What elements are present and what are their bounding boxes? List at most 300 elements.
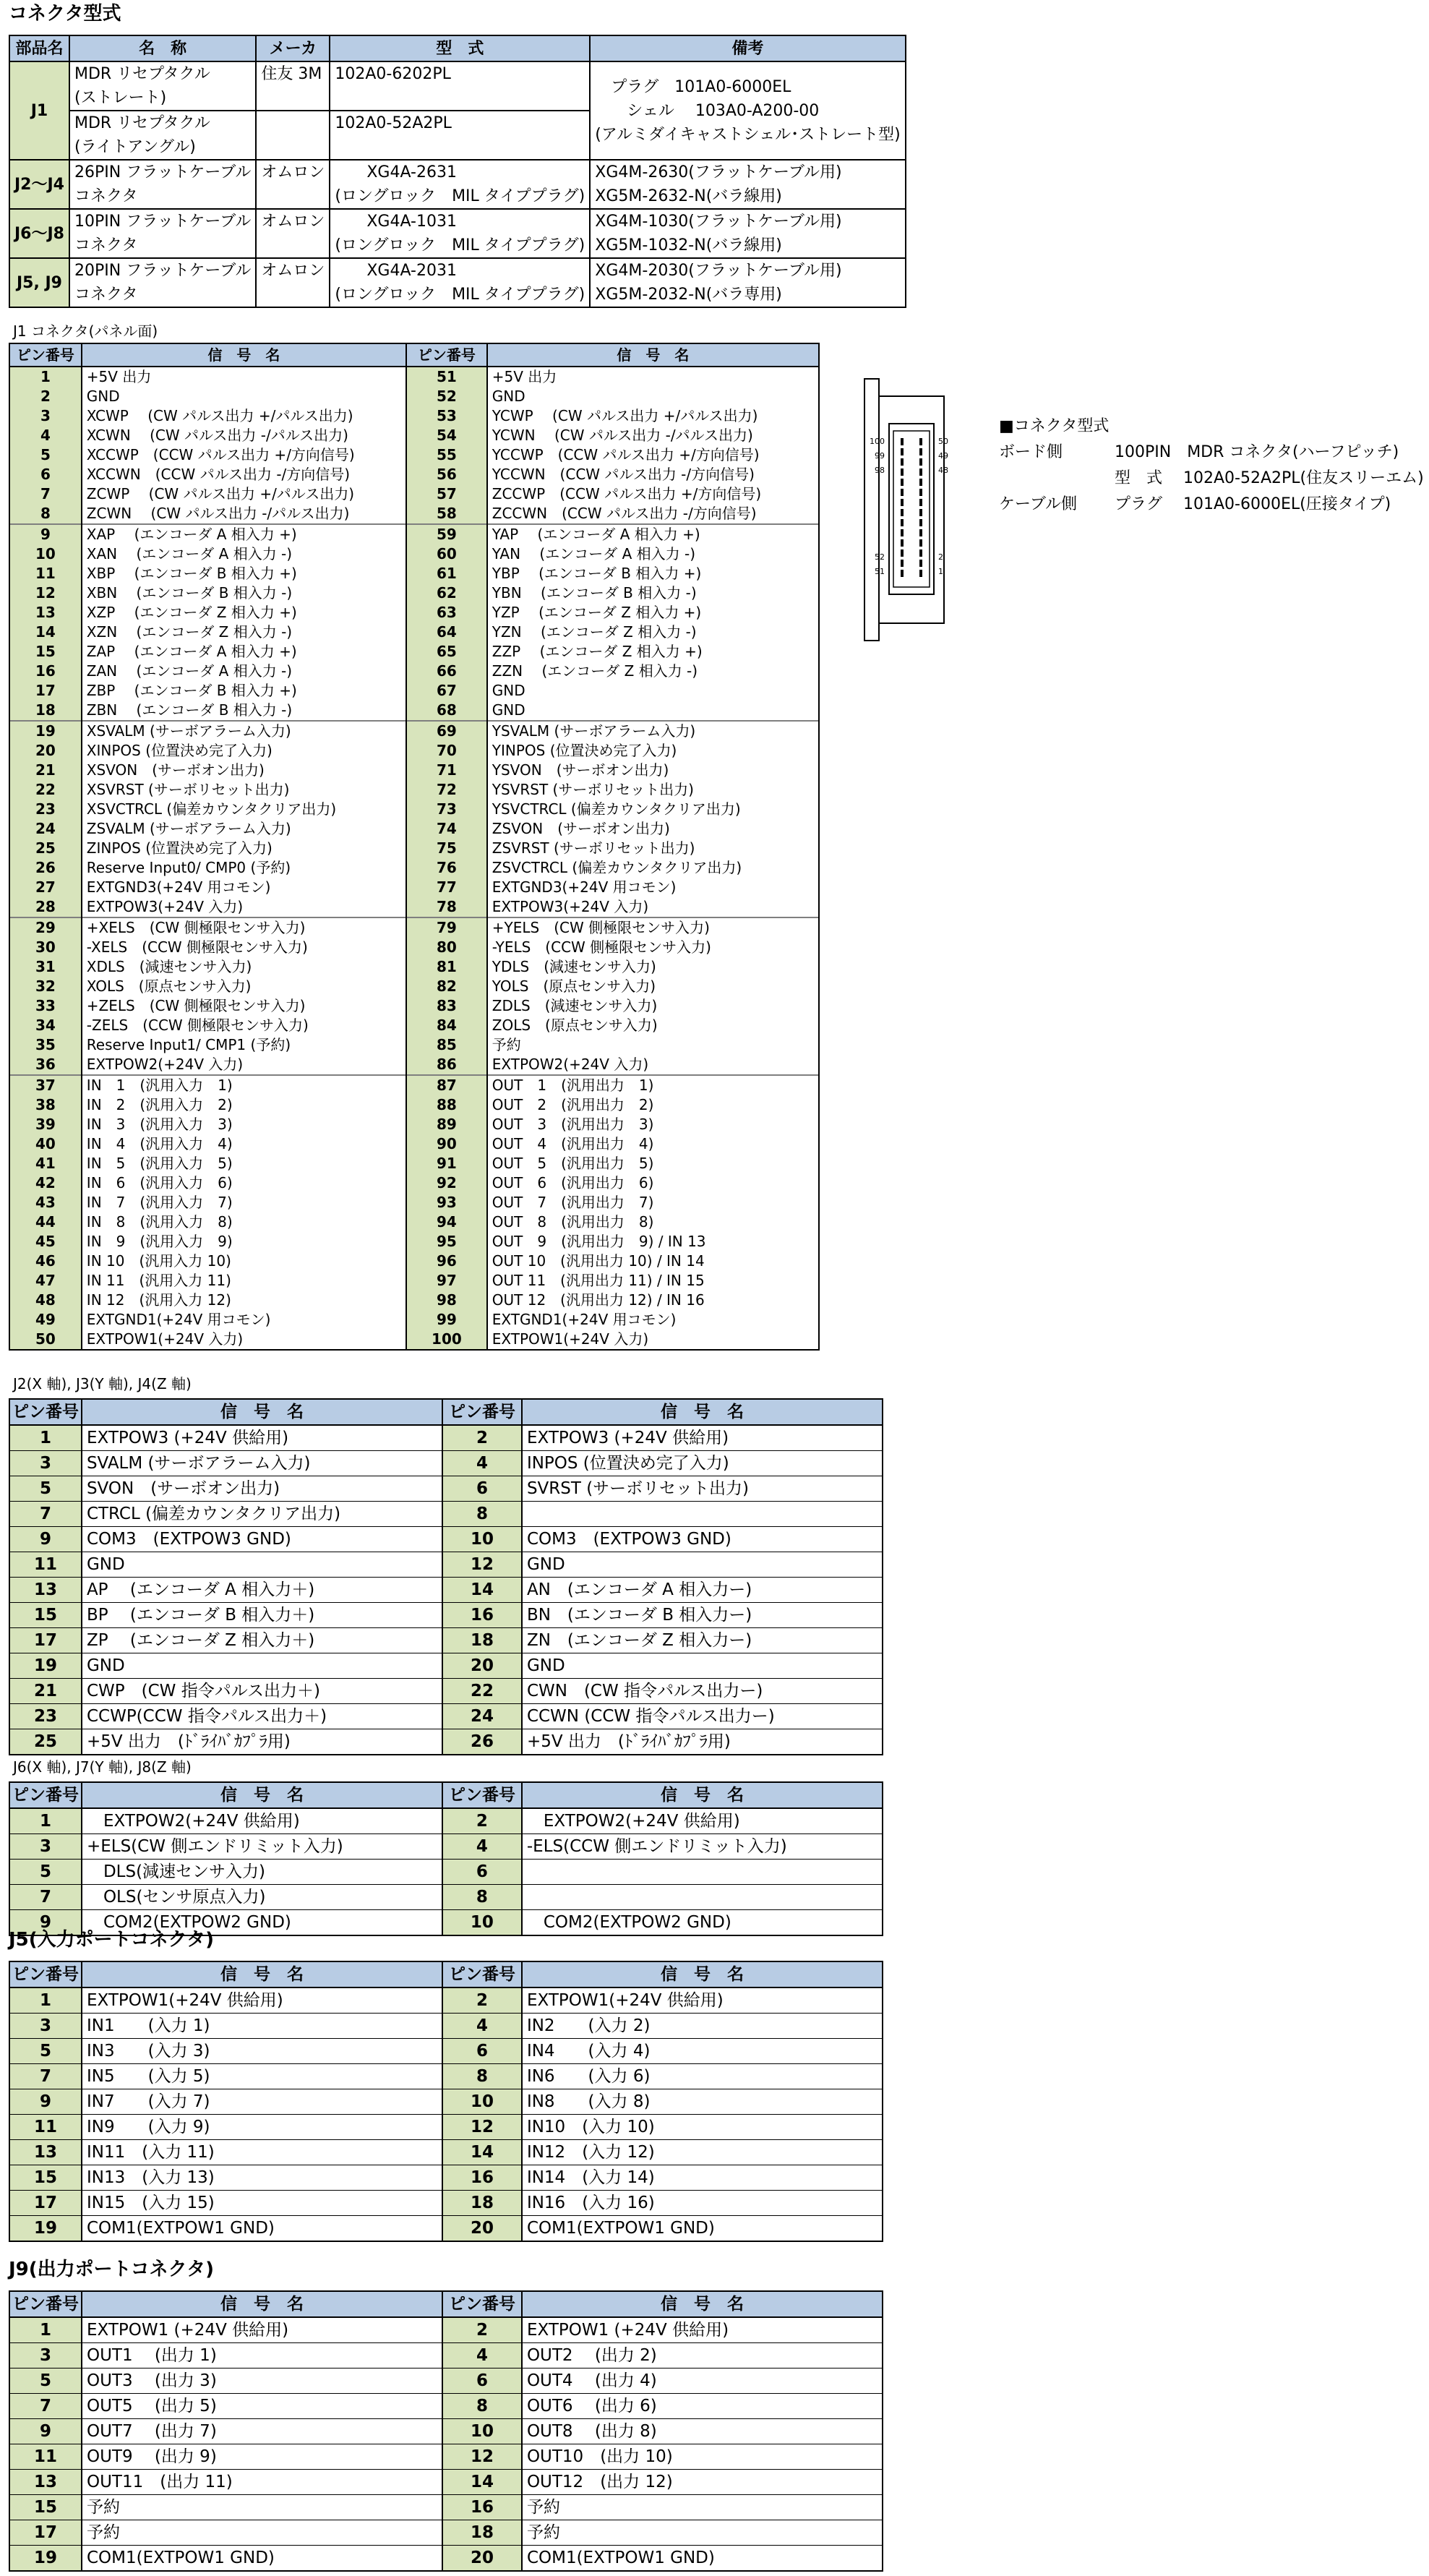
pin-number: 63 — [406, 603, 487, 622]
pin-row — [9, 2039, 883, 2064]
pin-number: 70 — [406, 741, 487, 761]
signal-name: OUT3 (出力 3) — [82, 2369, 442, 2394]
pin-row — [9, 2115, 883, 2140]
j5-title: J5(入力ポートコネクタ) — [9, 1929, 214, 1951]
connector-info-heading: ■コネクタ型式 — [999, 417, 1110, 435]
j9-pin-table — [9, 2290, 883, 2572]
pin-row — [9, 977, 819, 996]
signal-name: YAN (エンコーダ A 相入力 -) — [487, 544, 819, 564]
pin-row — [9, 2140, 883, 2165]
pin-number: 5 — [9, 1860, 82, 1885]
pin-label-48: 48 — [938, 466, 948, 475]
j9-header-row — [9, 2291, 883, 2317]
pin-row — [9, 938, 819, 957]
pin-number: 88 — [406, 1095, 487, 1115]
pin-number: 4 — [442, 2014, 522, 2039]
signal-name: OUT4 (出力 4) — [522, 2369, 883, 2394]
pin-number: 22 — [442, 1679, 522, 1704]
pin-number: 4 — [442, 1834, 522, 1860]
pin-number: 32 — [9, 977, 82, 996]
pin-row — [9, 1885, 883, 1910]
signal-name: ZAP (エンコーダ A 相入力 +) — [82, 642, 406, 662]
signal-name: COM1(EXTPOW1 GND) — [522, 2546, 883, 2572]
signal-name: OUT8 (出力 8) — [522, 2419, 883, 2444]
pin-number: 81 — [406, 957, 487, 977]
pin-row — [9, 2495, 883, 2520]
pin-number: 55 — [406, 445, 487, 465]
pin-number: 19 — [9, 2216, 82, 2242]
signal-name: ZP (エンコーダ Z 相入力＋) — [82, 1628, 442, 1653]
pin-row — [9, 2369, 883, 2394]
pin-row — [9, 622, 819, 642]
pin-number: 60 — [406, 544, 487, 564]
pin-number: 3 — [9, 1451, 82, 1476]
pin-number: 27 — [9, 878, 82, 897]
signal-name: ZBP (エンコーダ B 相入力 +) — [82, 681, 406, 701]
pin-number: 13 — [9, 2140, 82, 2165]
signal-name: OUT 9 (汎用出力 9) / IN 13 — [487, 1232, 819, 1251]
signal-name: IN16 (入力 16) — [522, 2191, 883, 2216]
pin-number: 61 — [406, 564, 487, 583]
pin-number: 21 — [9, 761, 82, 780]
pin-row — [9, 1330, 819, 1350]
cable-side-value: プラグ 101A0-6000EL(圧接タイプ) — [1115, 495, 1391, 513]
header-part: 部品名 — [9, 35, 69, 61]
signal-name: YOLS (原点センサ入力) — [487, 977, 819, 996]
signal-name: ZAN (エンコーダ A 相入力 -) — [82, 662, 406, 681]
signal-name: XCWN (CW パルス出力 -/パルス出力) — [82, 426, 406, 445]
pin-row — [9, 761, 819, 780]
j5-name: 20PIN フラットケーブル コネクタ — [69, 258, 256, 307]
signal-name: GND — [82, 387, 406, 406]
part-j5-j9: J5, J9 — [9, 258, 69, 307]
signal-name: EXTPOW1(+24V 供給用) — [82, 1987, 442, 2014]
pin-label-52: 52 — [875, 552, 885, 562]
signal-name: YSVRST (サーボリセット出力) — [487, 780, 819, 800]
signal-name: OUT 4 (汎用出力 4) — [487, 1134, 819, 1154]
pin-row — [9, 544, 819, 564]
pin-row — [9, 564, 819, 583]
signal-name: ZSVCTRCL (偏差カウンタクリア出力) — [487, 858, 819, 878]
pin-number: 2 — [9, 387, 82, 406]
signal-name: IN7 (入力 7) — [82, 2089, 442, 2115]
pin-number: 16 — [9, 662, 82, 681]
pin-row — [9, 1310, 819, 1330]
pin-number: 36 — [9, 1055, 82, 1075]
signal-name: 予約 — [82, 2520, 442, 2546]
pin-number: 23 — [9, 800, 82, 819]
pin-row — [9, 839, 819, 858]
signal-name: OUT12 (出力 12) — [522, 2470, 883, 2495]
pin-number: 6 — [442, 1860, 522, 1885]
j2-pin-table — [9, 1398, 883, 1755]
signal-name: EXTPOW3(+24V 入力) — [487, 897, 819, 917]
pin-number: 47 — [9, 1271, 82, 1291]
pin-row — [9, 1193, 819, 1212]
pin-row — [9, 2470, 883, 2495]
header-remark: 備考 — [590, 35, 905, 61]
pin-row — [9, 701, 819, 721]
pin-row — [9, 1212, 819, 1232]
signal-name: OUT11 (出力 11) — [82, 2470, 442, 2495]
pin-number: 26 — [442, 1729, 522, 1755]
pin-row — [9, 2064, 883, 2089]
cable-side-label: ケーブル側 — [999, 495, 1078, 513]
pin-number: 37 — [9, 1075, 82, 1095]
pin-number: 2 — [442, 1987, 522, 2014]
pin-number: 19 — [9, 721, 82, 741]
pin-number: 89 — [406, 1115, 487, 1134]
j6-remark: XG4M-1030(フラットケーブル用) XG5M-1032-N(バラ線用) — [590, 209, 905, 258]
pin-number: 35 — [9, 1035, 82, 1055]
signal-name: IN5 (入力 5) — [82, 2064, 442, 2089]
pin-number: 2 — [442, 2317, 522, 2343]
j6-header-row — [9, 1782, 883, 1808]
pin-row — [9, 897, 819, 917]
signal-name: +ZELS (CW 側極限センサ入力) — [82, 996, 406, 1016]
pin-number: 3 — [9, 406, 82, 426]
signal-name: IN15 (入力 15) — [82, 2191, 442, 2216]
signal-name: BN (エンコーダ B 相入力ー) — [522, 1603, 883, 1628]
pin-row — [9, 2419, 883, 2444]
pin-number: 3 — [9, 1834, 82, 1860]
j5-type: XG4A-2031 (ロングロック MIL タイププラグ) — [330, 258, 590, 307]
signal-name: IN 8 (汎用入力 8) — [82, 1212, 406, 1232]
connector-flange — [864, 379, 879, 641]
signal-name: AP (エンコーダ A 相入力＋) — [82, 1578, 442, 1603]
pin-row — [9, 800, 819, 819]
pin-row — [9, 1653, 883, 1679]
signal-name: IN 9 (汎用入力 9) — [82, 1232, 406, 1251]
signal-name: XCWP (CW パルス出力 +/パルス出力) — [82, 406, 406, 426]
pin-row — [9, 741, 819, 761]
j5-pin-table — [9, 1961, 883, 2242]
signal-name: OUT 12 (汎用出力 12) / IN 16 — [487, 1291, 819, 1310]
signal-name: IN 7 (汎用入力 7) — [82, 1193, 406, 1212]
signal-name: Reserve Input1/ CMP1 (予約) — [82, 1035, 406, 1055]
signal-name: GND — [487, 681, 819, 701]
pin-number: 44 — [9, 1212, 82, 1232]
pin-row — [9, 996, 819, 1016]
signal-name: 予約 — [522, 2495, 883, 2520]
pin-number: 76 — [406, 858, 487, 878]
pin-number: 95 — [406, 1232, 487, 1251]
signal-name: CTRCL (偏差カウンタクリア出力) — [82, 1502, 442, 1527]
signal-name: YBP (エンコーダ B 相入力 +) — [487, 564, 819, 583]
signal-name: XOLS (原点センサ入力) — [82, 977, 406, 996]
pin-label-51: 51 — [875, 567, 885, 576]
pin-row — [9, 367, 819, 387]
pin-row — [9, 2317, 883, 2343]
pin-number: 15 — [9, 1603, 82, 1628]
board-side-label: ボード側 — [999, 443, 1063, 461]
pin-number: 2 — [442, 1425, 522, 1451]
pin-number: 40 — [9, 1134, 82, 1154]
pin-number: 16 — [442, 2165, 522, 2191]
pin-number: 92 — [406, 1173, 487, 1193]
pin-row — [9, 642, 819, 662]
pin-number: 6 — [442, 1476, 522, 1502]
pin-row — [9, 2216, 883, 2242]
signal-name: COM3 (EXTPOW3 GND) — [522, 1527, 883, 1552]
pin-number-header: ピン番号 — [9, 2291, 82, 2317]
signal-name: YSVALM (サーボアラーム入力) — [487, 721, 819, 741]
pin-number: 5 — [9, 2039, 82, 2064]
pin-number: 98 — [406, 1291, 487, 1310]
pin-number: 58 — [406, 504, 487, 524]
pin-row — [9, 603, 819, 622]
signal-name: ZCCWN (CCW パルス出力 -/方向信号) — [487, 504, 819, 524]
signal-name: OUT 10 (汎用出力 10) / IN 14 — [487, 1251, 819, 1271]
pin-number: 14 — [9, 622, 82, 642]
signal-name: XSVON (サーボオン出力) — [82, 761, 406, 780]
pin-row — [9, 1291, 819, 1310]
pin-row — [9, 445, 819, 465]
pin-number: 13 — [9, 1578, 82, 1603]
signal-name: BP (エンコーダ B 相入力＋) — [82, 1603, 442, 1628]
pin-row — [9, 504, 819, 524]
pin-number: 7 — [9, 484, 82, 504]
board-side-type: 型 式 102A0-52A2PL(住友スリーエム) — [1115, 469, 1424, 487]
signal-name: ZN (エンコーダ Z 相入力ー) — [522, 1628, 883, 1653]
pin-number-header: ピン番号 — [9, 1399, 82, 1425]
header-maker: メーカ — [256, 35, 330, 61]
pin-number: 5 — [9, 2369, 82, 2394]
pin-number: 17 — [9, 681, 82, 701]
pin-number: 73 — [406, 800, 487, 819]
part-row-j6 — [9, 209, 906, 258]
pin-row — [9, 1055, 819, 1075]
pin-number: 53 — [406, 406, 487, 426]
pin-number: 84 — [406, 1016, 487, 1035]
pin-number: 9 — [9, 1527, 82, 1552]
signal-name: ZBN (エンコーダ B 相入力 -) — [82, 701, 406, 721]
pin-number: 1 — [9, 1808, 82, 1834]
signal-name: -YELS (CCW 側極限センサ入力) — [487, 938, 819, 957]
pin-row — [9, 2014, 883, 2039]
signal-name: EXTGND3(+24V 用コモン) — [82, 878, 406, 897]
signal-name: +5V 出力 (ﾄﾞﾗｲﾊﾞｶﾌﾟﾗ用) — [82, 1729, 442, 1755]
signal-name: -ELS(CCW 側エンドリミット入力) — [522, 1834, 883, 1860]
pin-number: 20 — [442, 2216, 522, 2242]
pin-row — [9, 878, 819, 897]
signal-name: CCWN (CCW 指令パルス出力ー) — [522, 1704, 883, 1729]
j2-pin-rows — [9, 1425, 883, 1755]
signal-name: 予約 — [522, 2520, 883, 2546]
pin-label-1: 1 — [938, 567, 943, 576]
signal-name: EXTPOW2(+24V 供給用) — [82, 1808, 442, 1834]
pin-number: 10 — [9, 544, 82, 564]
pin-label-99: 99 — [875, 451, 885, 461]
signal-name: 予約 — [487, 1035, 819, 1055]
signal-name-header: 信 号 名 — [82, 1961, 442, 1987]
pin-number: 9 — [9, 2089, 82, 2115]
signal-name: CWN (CW 指令パルス出力ー) — [522, 1679, 883, 1704]
pin-number: 3 — [9, 2014, 82, 2039]
signal-name: -XELS (CCW 側極限センサ入力) — [82, 938, 406, 957]
signal-name: COM1(EXTPOW1 GND) — [522, 2216, 883, 2242]
signal-name — [522, 1885, 883, 1910]
pin-row — [9, 524, 819, 544]
pin-number: 99 — [406, 1310, 487, 1330]
signal-name: YCWN (CW パルス出力 -/パルス出力) — [487, 426, 819, 445]
signal-name: GND — [487, 387, 819, 406]
pin-label-98: 98 — [875, 466, 885, 475]
pin-label-49: 49 — [938, 451, 948, 461]
pin-number-header: ピン番号 — [9, 343, 82, 367]
j6-caption: J6(X 軸), J7(Y 軸), J8(Z 軸) — [13, 1758, 192, 1776]
pin-row — [9, 1578, 883, 1603]
pin-row — [9, 1271, 819, 1291]
pin-row — [9, 2546, 883, 2572]
signal-name: XBP (エンコーダ B 相入力 +) — [82, 564, 406, 583]
signal-name: 予約 — [82, 2495, 442, 2520]
pin-number: 68 — [406, 701, 487, 721]
pin-number-header: ピン番号 — [442, 1399, 522, 1425]
part-j6-j8: J6～J8 — [9, 209, 69, 258]
signal-name: XCCWN (CCW パルス出力 -/方向信号) — [82, 465, 406, 484]
signal-name: IN8 (入力 8) — [522, 2089, 883, 2115]
pin-number: 26 — [9, 858, 82, 878]
pin-row — [9, 1251, 819, 1271]
signal-name: OUT7 (出力 7) — [82, 2419, 442, 2444]
pin-number: 1 — [9, 2317, 82, 2343]
pin-number: 1 — [9, 1425, 82, 1451]
j9-title: J9(出力ポートコネクタ) — [9, 2259, 214, 2280]
signal-name: EXTPOW1(+24V 入力) — [82, 1330, 406, 1350]
signal-name: COM3 (EXTPOW3 GND) — [82, 1527, 442, 1552]
signal-name: ZSVALM (サーボアラーム入力) — [82, 819, 406, 839]
pin-number: 80 — [406, 938, 487, 957]
signal-name: XSVRST (サーボリセット出力) — [82, 780, 406, 800]
pin-number: 21 — [9, 1679, 82, 1704]
signal-name: OUT1 (出力 1) — [82, 2343, 442, 2369]
header-type: 型 式 — [330, 35, 590, 61]
signal-name: COM2(EXTPOW2 GND) — [82, 1910, 442, 1936]
pin-number: 8 — [442, 2064, 522, 2089]
signal-name: OUT 5 (汎用出力 5) — [487, 1154, 819, 1173]
pin-row — [9, 819, 819, 839]
pin-number: 50 — [9, 1330, 82, 1350]
signal-name-header: 信 号 名 — [82, 2291, 442, 2317]
signal-name: INPOS (位置決め完了入力) — [522, 1451, 883, 1476]
pin-number: 34 — [9, 1016, 82, 1035]
pin-number: 4 — [442, 2343, 522, 2369]
j6-type: XG4A-1031 (ロングロック MIL タイププラグ) — [330, 209, 590, 258]
pin-number: 10 — [442, 2419, 522, 2444]
signal-name: EXTPOW3 (+24V 供給用) — [522, 1425, 883, 1451]
signal-name: +5V 出力 (ﾄﾞﾗｲﾊﾞｶﾌﾟﾗ用) — [522, 1729, 883, 1755]
signal-name: OUT5 (出力 5) — [82, 2394, 442, 2419]
signal-name: YINPOS (位置決め完了入力) — [487, 741, 819, 761]
pin-number: 10 — [442, 2089, 522, 2115]
part-j1: J1 — [9, 61, 69, 160]
signal-name: +YELS (CW 側極限センサ入力) — [487, 917, 819, 938]
pin-number: 11 — [9, 2115, 82, 2140]
pin-number: 11 — [9, 1552, 82, 1578]
pin-number: 45 — [9, 1232, 82, 1251]
pin-number: 12 — [442, 2115, 522, 2140]
signal-name-header: 信 号 名 — [522, 1782, 883, 1808]
pin-number: 97 — [406, 1271, 487, 1291]
pin-number: 8 — [9, 504, 82, 524]
pin-number: 7 — [9, 2064, 82, 2089]
j6-name: 10PIN フラットケーブル コネクタ — [69, 209, 256, 258]
pin-row — [9, 2444, 883, 2470]
j5-remark: XG4M-2030(フラットケーブル用) XG5M-2032-N(バラ専用) — [590, 258, 905, 307]
pin-row — [9, 1095, 819, 1115]
j5-pin-rows — [9, 1987, 883, 2241]
pin-row — [9, 1502, 883, 1527]
pin-number: 9 — [9, 1910, 82, 1936]
pin-number: 83 — [406, 996, 487, 1016]
pin-row — [9, 2520, 883, 2546]
signal-name: IN 1 (汎用入力 1) — [82, 1075, 406, 1095]
pin-number: 7 — [9, 1502, 82, 1527]
pin-number: 1 — [9, 367, 82, 387]
pin-number: 18 — [442, 2520, 522, 2546]
j5-header-row — [9, 1961, 883, 1987]
pin-row — [9, 917, 819, 938]
pin-number: 29 — [9, 917, 82, 938]
pin-number: 16 — [442, 1603, 522, 1628]
pin-row — [9, 957, 819, 977]
signal-name: XZP (エンコーダ Z 相入力 +) — [82, 603, 406, 622]
pin-number: 42 — [9, 1173, 82, 1193]
signal-name: IN 12 (汎用入力 12) — [82, 1291, 406, 1310]
signal-name: YSVON (サーボオン出力) — [487, 761, 819, 780]
signal-name: EXTPOW1 (+24V 供給用) — [82, 2317, 442, 2343]
j1-header-row — [9, 343, 819, 367]
pin-number-header: ピン番号 — [9, 1782, 82, 1808]
j2-maker: オムロン — [256, 160, 330, 209]
pin-row — [9, 1860, 883, 1885]
signal-name: OUT 7 (汎用出力 7) — [487, 1193, 819, 1212]
pin-number: 79 — [406, 917, 487, 938]
pin-number: 74 — [406, 819, 487, 839]
j1-type-straight: 102A0-6202PL — [330, 61, 590, 111]
signal-name: ZZN (エンコーダ Z 相入力 -) — [487, 662, 819, 681]
signal-name: +ELS(CW 側エンドリミット入力) — [82, 1834, 442, 1860]
pin-number: 20 — [442, 1653, 522, 1679]
pin-number: 72 — [406, 780, 487, 800]
signal-name: OUT6 (出力 6) — [522, 2394, 883, 2419]
pin-row — [9, 1035, 819, 1055]
pin-row — [9, 662, 819, 681]
pin-number: 24 — [9, 819, 82, 839]
signal-name: OUT9 (出力 9) — [82, 2444, 442, 2470]
pin-row — [9, 406, 819, 426]
pin-number: 14 — [442, 2140, 522, 2165]
part-j2-j4: J2～J4 — [9, 160, 69, 209]
pin-row — [9, 2343, 883, 2369]
pin-number: 18 — [442, 2191, 522, 2216]
connector-type-title: コネクタ型式 — [9, 3, 121, 25]
signal-name: IN2 (入力 2) — [522, 2014, 883, 2039]
j2-caption: J2(X 軸), J3(Y 軸), J4(Z 軸) — [13, 1375, 192, 1392]
pin-number: 86 — [406, 1055, 487, 1075]
signal-name: XAN (エンコーダ A 相入力 -) — [82, 544, 406, 564]
pin-number: 1 — [9, 1987, 82, 2014]
signal-name-header: 信 号 名 — [522, 2291, 883, 2317]
j2-name: 26PIN フラットケーブル コネクタ — [69, 160, 256, 209]
header-name: 名 称 — [69, 35, 256, 61]
j1-name-right-angle: MDR リセプタクル (ライトアングル) — [69, 111, 256, 160]
signal-name: CCWP(CCW 指令パルス出力＋) — [82, 1704, 442, 1729]
pin-number: 85 — [406, 1035, 487, 1055]
pin-number: 24 — [442, 1704, 522, 1729]
signal-name: IN10 (入力 10) — [522, 2115, 883, 2140]
